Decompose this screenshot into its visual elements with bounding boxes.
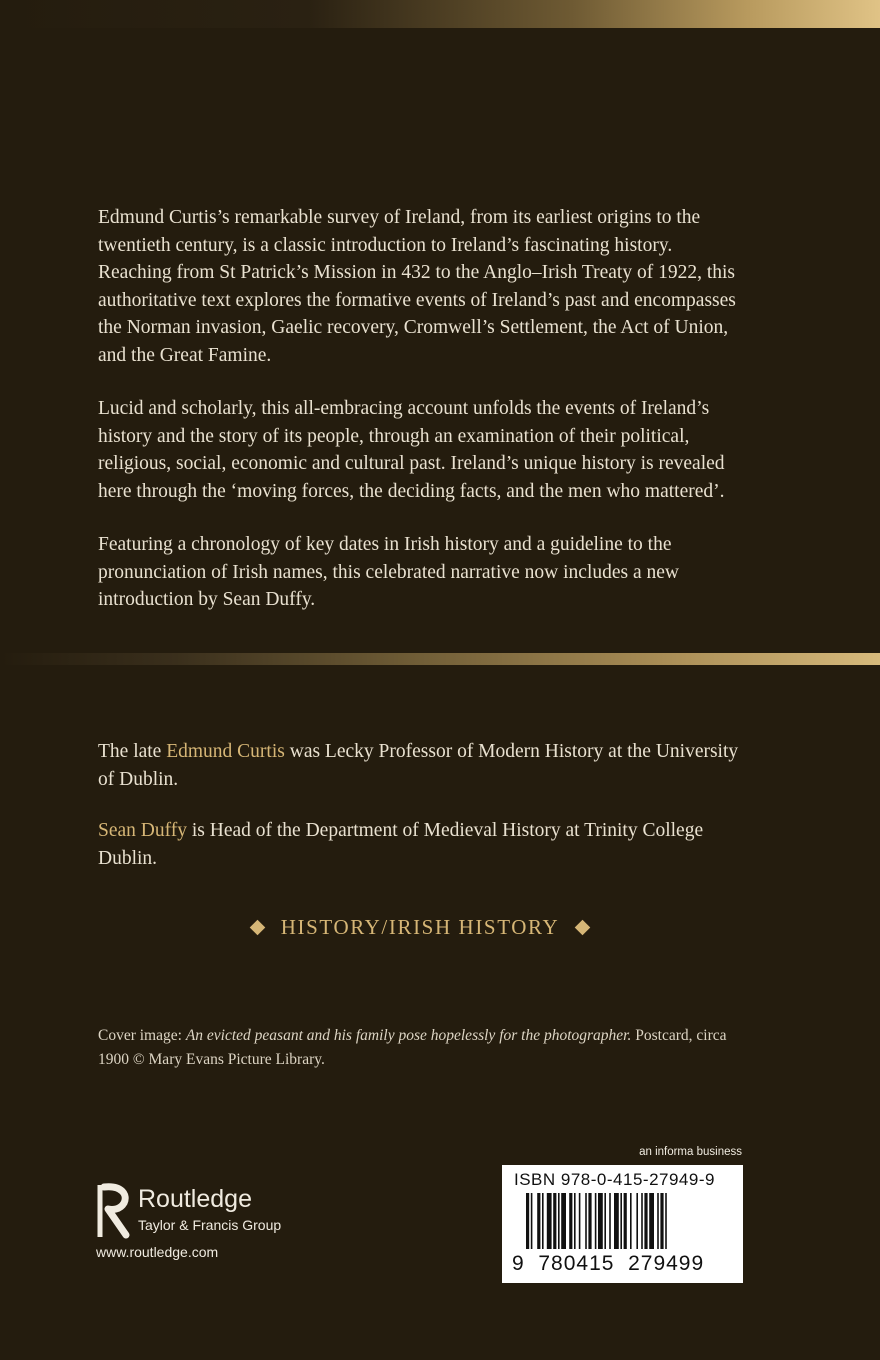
barcode-bar bbox=[531, 1193, 533, 1249]
blurb-paragraph-2: Lucid and scholarly, this all-embracing account unfolds the events of Ireland’s history and the story of its people, through an examination of their political, religious, social, economic and cultural past. Ireland’s unique history is revealed here through the ‘moving forces, the deciding facts, and the men who mattered’. bbox=[98, 398, 725, 502]
barcode-bar bbox=[657, 1193, 659, 1249]
blurb-paragraph-1: Edmund Curtis’s remarkable survey of Ireland, from its earliest origins to the twentieth century, is a classic introduction to Ireland’s fascinating history. Reaching from St Patrick’s Mission in 432 to the Anglo–Irish Treaty of 1922, this authoritative text explores the formative events of Ireland’s past and encompasses the Norman invasion, Gaelic recovery, Cromwell’s Settlement, the Act of Union, and the Great Famine. bbox=[98, 207, 736, 366]
caption-label: Cover image: bbox=[98, 1027, 186, 1044]
author-bios bbox=[98, 738, 748, 896]
barcode-bar bbox=[569, 1193, 572, 1249]
barcode-bar bbox=[542, 1193, 544, 1249]
caption-credit: Postcard, circa 1900 © Mary Evans Picture Library. bbox=[98, 1027, 727, 1068]
blurb-paragraph-3: Featuring a chronology of key dates in Irish history and a guideline to the pronunciation of Irish names, this celebrated narrative now includes a new introduction by Sean Duffy. bbox=[98, 534, 680, 610]
barcode-bar bbox=[614, 1193, 619, 1249]
barcode-bar bbox=[579, 1193, 581, 1249]
caption-title: An evicted peasant and his family pose hopelessly for the photographer. bbox=[185, 1027, 632, 1044]
barcode-bar bbox=[649, 1193, 654, 1249]
publisher-logo bbox=[94, 1183, 334, 1273]
publisher-name: Routledge bbox=[138, 1185, 252, 1213]
barcode-bar bbox=[604, 1193, 606, 1249]
barcode-bar bbox=[624, 1193, 627, 1249]
informa-tagline: an informa business bbox=[639, 1146, 742, 1158]
barcode-bar bbox=[630, 1193, 632, 1249]
curtis-name: Edmund Curtis bbox=[166, 741, 285, 762]
barcode-bar bbox=[561, 1193, 566, 1249]
barcode-bar bbox=[547, 1193, 552, 1249]
publisher-group: Taylor & Francis Group bbox=[138, 1217, 282, 1233]
duffy-bio bbox=[98, 817, 748, 872]
cover-image-caption bbox=[98, 1024, 738, 1072]
barcode-bar bbox=[585, 1193, 587, 1249]
barcode-bar bbox=[660, 1193, 663, 1249]
curtis-bio-prefix: The late bbox=[98, 741, 167, 762]
subject-category bbox=[0, 915, 840, 940]
isbn-barcode bbox=[502, 1165, 743, 1283]
diamond-right-icon bbox=[575, 919, 591, 935]
barcode-bar bbox=[636, 1193, 638, 1249]
barcode-bar bbox=[595, 1193, 597, 1249]
routledge-r-icon bbox=[94, 1183, 134, 1239]
duffy-bio-text: is Head of the Department of Medieval History at Trinity College Dublin. bbox=[98, 820, 704, 869]
blurb bbox=[98, 204, 748, 640]
duffy-name: Sean Duffy bbox=[98, 820, 187, 841]
barcode-bar bbox=[553, 1193, 556, 1249]
barcode-bars-icon bbox=[526, 1193, 726, 1251]
curtis-bio-text: was Lecky Professor of Modern History at the University of Dublin. bbox=[98, 741, 739, 790]
barcode-bar bbox=[558, 1193, 560, 1249]
ean-number: 9 780415 279499 bbox=[512, 1252, 705, 1275]
curtis-bio bbox=[98, 738, 748, 793]
barcode-bar bbox=[598, 1193, 603, 1249]
barcode-bar bbox=[574, 1193, 576, 1249]
middle-gold-rule bbox=[0, 653, 880, 665]
diamond-left-icon bbox=[249, 919, 265, 935]
barcode-bar bbox=[609, 1193, 611, 1249]
top-gold-rule bbox=[0, 0, 880, 28]
barcode-bar bbox=[644, 1193, 647, 1249]
publisher-url[interactable]: www.routledge.com bbox=[96, 1244, 219, 1260]
barcode-bar bbox=[641, 1193, 643, 1249]
barcode-bar bbox=[537, 1193, 540, 1249]
isbn-text: ISBN 978-0-415-27949-9 bbox=[514, 1170, 715, 1189]
barcode-bar bbox=[665, 1193, 667, 1249]
subject-label: HISTORY/IRISH HISTORY bbox=[280, 915, 560, 939]
barcode-bar bbox=[620, 1193, 622, 1249]
barcode-bar bbox=[526, 1193, 529, 1249]
barcode-bar bbox=[588, 1193, 591, 1249]
